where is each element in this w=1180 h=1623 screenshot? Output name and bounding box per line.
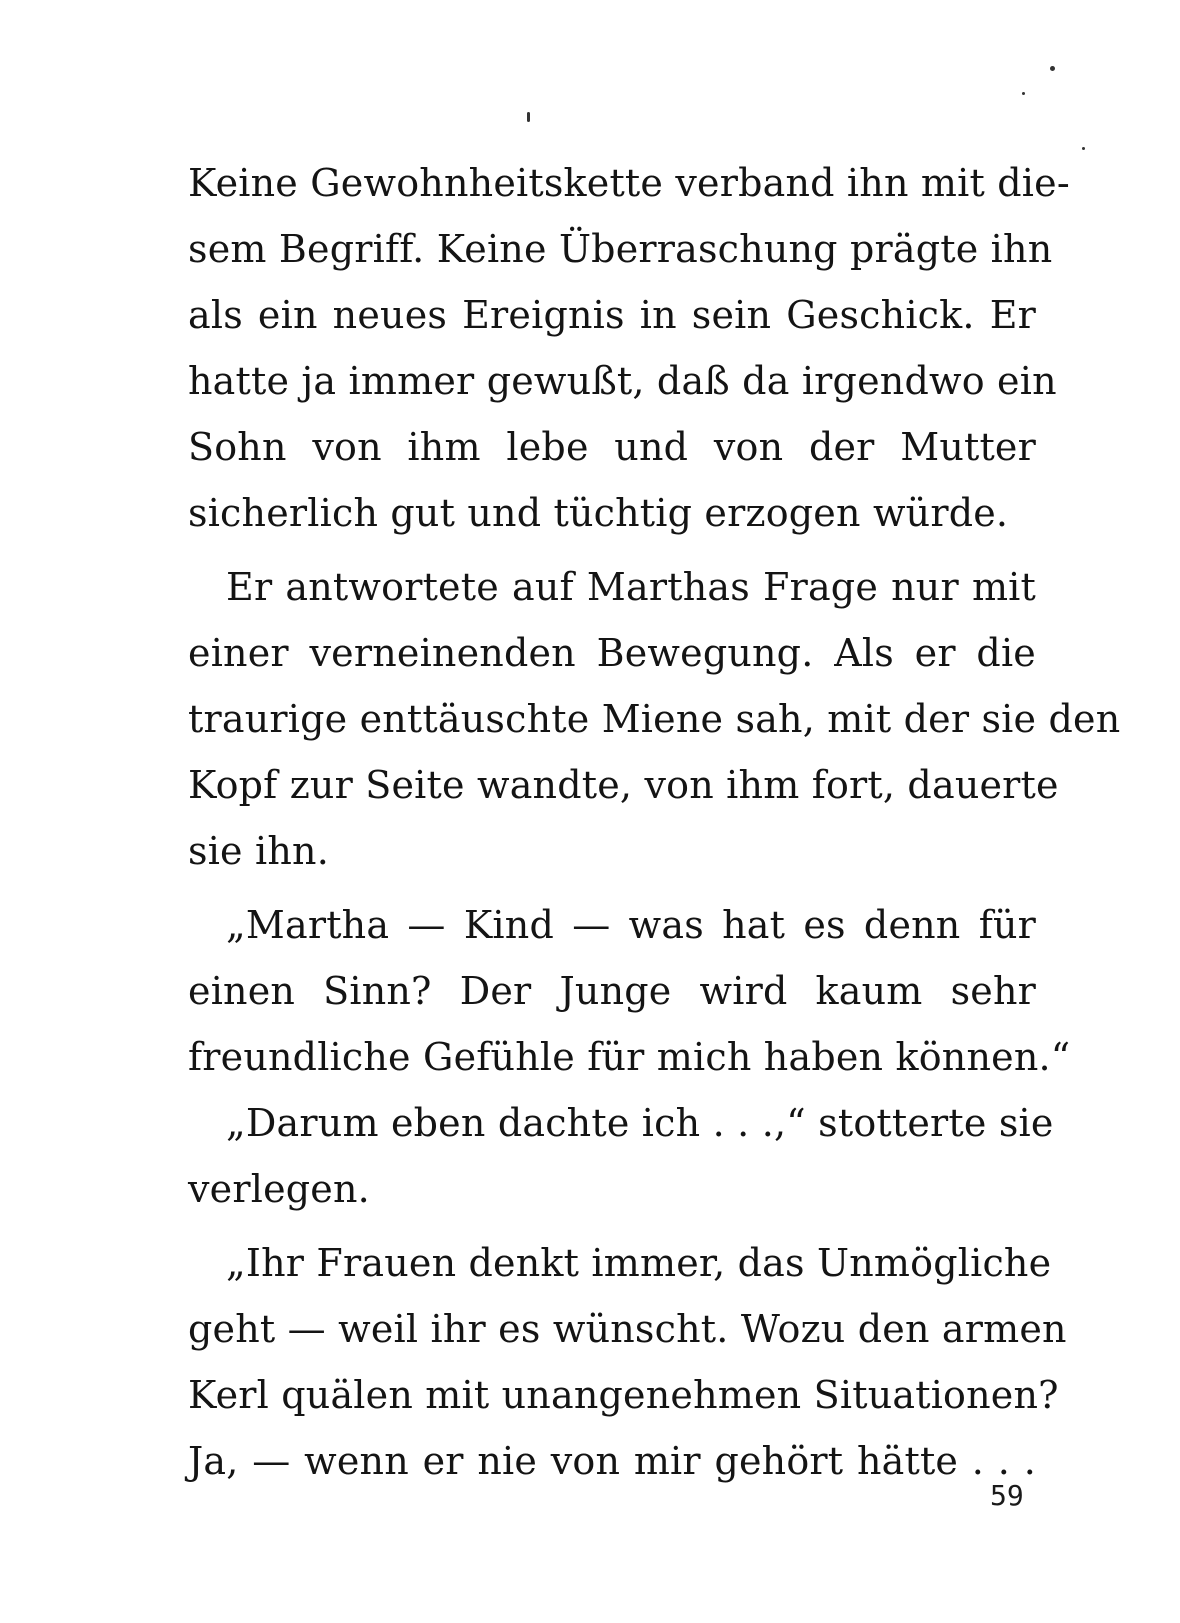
- text-line: freundliche Gefühle für mich haben können.“: [188, 1035, 1071, 1079]
- text-line: geht — weil ihr es wünscht. Wozu den armen: [188, 1307, 1067, 1351]
- text-line: sem Begriff. Keine Überraschung prägte ihn: [188, 227, 1053, 271]
- paragraph: [188, 892, 1071, 1090]
- text-line: Kopf zur Seite wandte, von ihm fort, dauerte: [188, 763, 1059, 807]
- print-speck: [1050, 66, 1055, 71]
- text-line: als ein neues Ereignis in sein Geschick. Er: [188, 293, 1036, 337]
- text-line: einer verneinenden Bewegung. Als er die: [188, 631, 1036, 675]
- text-line: Ja, — wenn er nie von mir gehört hätte . . .: [188, 1439, 1036, 1483]
- text-line: traurige enttäuschte Miene sah, mit der sie den: [188, 697, 1121, 741]
- text-line: Er antwortete auf Marthas Frage nur mit: [226, 565, 1036, 609]
- text-line: sie ihn.: [188, 829, 330, 873]
- text-line: einen Sinn? Der Junge wird kaum sehr: [188, 969, 1036, 1013]
- text-line: „Ihr Frauen denkt immer, das Unmögliche: [226, 1241, 1052, 1285]
- print-speck: [1022, 92, 1025, 95]
- text-line: hatte ja immer gewußt, daß da irgendwo ein: [188, 359, 1057, 403]
- text-line: sicherlich gut und tüchtig erzogen würde.: [188, 491, 1009, 535]
- text-line: Kerl quälen mit unangenehmen Situationen?: [188, 1373, 1059, 1417]
- paragraph: [188, 1090, 1054, 1222]
- print-speck: [527, 112, 530, 122]
- text-line: Sohn von ihm lebe und von der Mutter: [188, 425, 1036, 469]
- text-line: „Martha — Kind — was hat es denn für: [226, 903, 1036, 947]
- print-speck: [1082, 147, 1085, 150]
- paragraph: [188, 554, 1121, 884]
- text-line: „Darum eben dachte ich . . .,“ stotterte sie: [226, 1101, 1054, 1145]
- text-line: verlegen.: [188, 1167, 370, 1211]
- paragraph: [188, 150, 1070, 546]
- text-line: Keine Gewohnheitskette verband ihn mit die-: [188, 161, 1070, 205]
- body-text: [188, 150, 1121, 1494]
- page-number: 59: [990, 1479, 1024, 1512]
- paragraph: [188, 1230, 1067, 1494]
